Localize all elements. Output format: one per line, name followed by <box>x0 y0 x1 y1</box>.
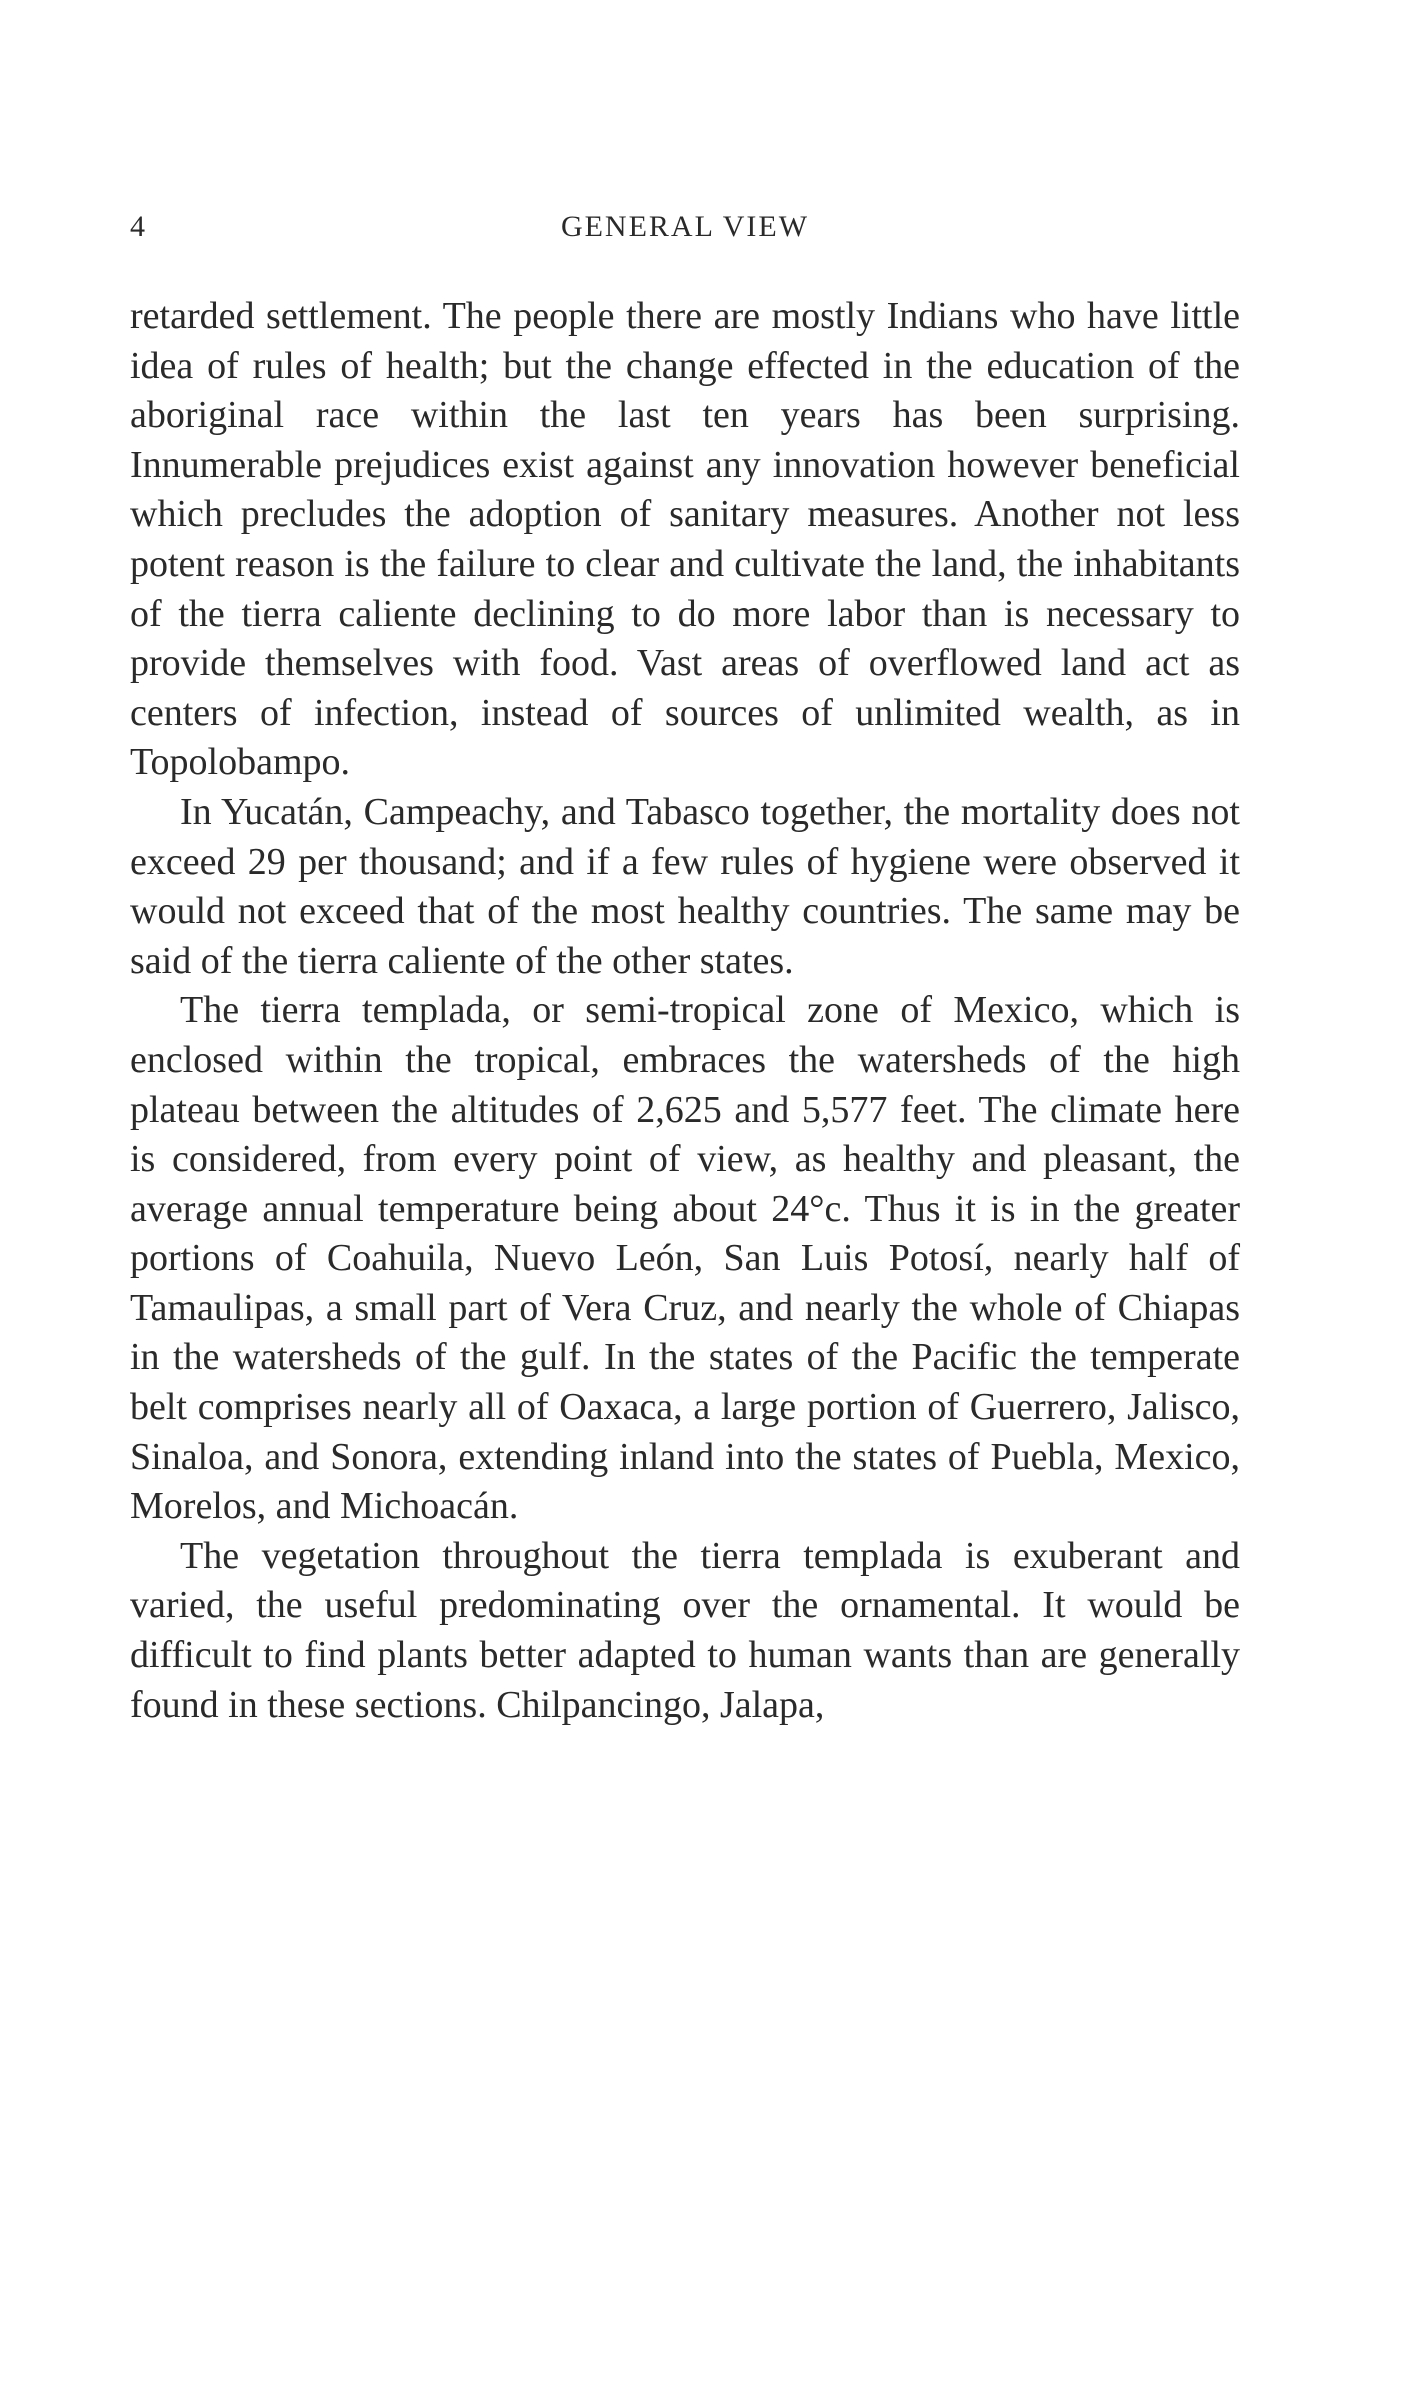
body-text <box>130 292 1240 1730</box>
paragraph-1: retarded settlement. The people there are mostly Indians who have little idea of rules of health; but the change effected in the education of the aboriginal race within the last ten years has been surprising. Innumerable prejudices exist against any innovation however beneficial which precludes the adoption of sanitary measures. Another not less potent reason is the failure to clear and cultivate the land, the inhabitants of the tierra caliente declining to do more labor than is necessary to provide themselves with food. Vast areas of overflowed land act as centers of infection, instead of sources of unlimited wealth, as in Topolobampo. <box>130 295 1240 784</box>
paragraph-2: In Yucatán, Campeachy, and Tabasco together, the mortality does not exceed 29 per thousand; and if a few rules of hygiene were observed it would not exceed that of the most healthy countries. The same may be said of the tierra caliente of the other states. <box>130 790 1240 982</box>
running-head: GENERAL VIEW <box>560 210 810 243</box>
paragraph-4: The vegetation throughout the tierra templada is exuberant and varied, the useful predominating over the ornamental. It would be difficult to find plants better adapted to human wants than are generally found in these sections. Chilpancingo, Jalapa, <box>130 1534 1240 1726</box>
page-number: 4 <box>130 210 146 243</box>
paragraph-3: The tierra templada, or semi-tropical zone of Mexico, which is enclosed within the tropical, embraces the watersheds of the high plateau between the altitudes of 2,625 and 5,577 feet. The climate here is considered, from every point of view, as healthy and pleasant, the average annual temperature being about 24°c. Thus it is in the greater portions of Coahuila, Nuevo León, San Luis Potosí, nearly half of Tamaulipas, a small part of Vera Cruz, and nearly the whole of Chiapas in the watersheds of the gulf. In the states of the Pacific the temperate belt comprises nearly all of Oaxaca, a large portion of Guerrero, Jalisco, Sinaloa, and Sonora, extending inland into the states of Puebla, Mexico, Morelos, and Michoacán. <box>130 989 1240 1528</box>
page-header <box>130 210 1240 250</box>
